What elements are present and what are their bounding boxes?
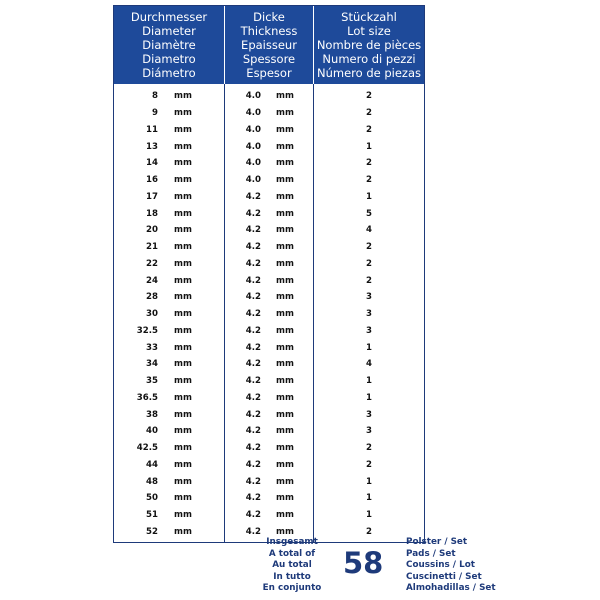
- diameter-value: 16: [146, 175, 158, 186]
- diameter-value: 40: [146, 426, 158, 437]
- lot-size-value: 1: [366, 392, 372, 403]
- thickness-value: 4.2: [245, 208, 261, 219]
- thickness-value: 4.2: [245, 510, 261, 521]
- diameter-cell: [114, 390, 224, 407]
- thickness-cell: [225, 222, 313, 239]
- lot-size-cell: [314, 105, 424, 122]
- pad-size-table: [113, 5, 425, 543]
- thickness-cell: [225, 423, 313, 440]
- diameter-value: 13: [146, 141, 158, 152]
- diameter-value: 34: [146, 359, 158, 370]
- thickness-cell: [225, 406, 313, 423]
- header-thickness: [225, 6, 314, 84]
- diameter-cell: [114, 222, 224, 239]
- thickness-value: 4.2: [245, 342, 261, 353]
- diameter-cell: [114, 306, 224, 323]
- diameter-unit: mm: [174, 242, 192, 253]
- thickness-unit: mm: [276, 141, 294, 152]
- thickness-value: 4.2: [245, 443, 261, 454]
- thickness-value: 4.0: [245, 124, 261, 135]
- diameter-cell: [114, 172, 224, 189]
- lot-size-cell: [314, 406, 424, 423]
- diameter-unit: mm: [174, 258, 192, 269]
- header-diameter-es: Diámetro: [142, 66, 196, 80]
- lot-size-cell: [314, 256, 424, 273]
- table-header: [114, 6, 424, 84]
- thickness-unit: mm: [276, 426, 294, 437]
- header-diameter-de: Durchmesser: [130, 10, 208, 24]
- lot-size-cell: [314, 289, 424, 306]
- header-thickness-it: Spessore: [242, 52, 296, 66]
- header-thickness-fr: Epaisseur: [241, 38, 297, 52]
- header-lot-de: Stückzahl: [341, 10, 397, 24]
- lot-size-cell: [314, 306, 424, 323]
- thickness-value: 4.2: [245, 225, 261, 236]
- lot-size-cell: [314, 155, 424, 172]
- diameter-value: 8: [152, 91, 158, 102]
- diameter-unit: mm: [174, 359, 192, 370]
- diameter-cell: [114, 323, 224, 340]
- lot-size-value: 2: [366, 242, 372, 253]
- thickness-value: 4.2: [245, 258, 261, 269]
- diameter-value: 11: [146, 124, 158, 135]
- header-lot-en: Lot size: [347, 24, 391, 38]
- lot-size-cell: [314, 222, 424, 239]
- thickness-cell: [225, 339, 313, 356]
- lot-size-cell: [314, 490, 424, 507]
- thickness-cell: [225, 457, 313, 474]
- lot-size-value: 3: [366, 325, 372, 336]
- lot-size-value: 2: [366, 275, 372, 286]
- header-thickness-en: Thickness: [240, 24, 298, 38]
- diameter-unit: mm: [174, 510, 192, 521]
- lot-size-value: 1: [366, 191, 372, 202]
- thickness-value: 4.2: [245, 426, 261, 437]
- lot-size-value: 5: [366, 208, 372, 219]
- diameter-unit: mm: [174, 493, 192, 504]
- diameter-cell: [114, 524, 224, 541]
- thickness-value: 4.2: [245, 392, 261, 403]
- lot-size-value: 2: [366, 91, 372, 102]
- total-unit-de: Polster / Set: [406, 537, 468, 547]
- lot-size-value: 1: [366, 510, 372, 521]
- thickness-cell: [225, 189, 313, 206]
- thickness-cell: [225, 390, 313, 407]
- thickness-cell: [225, 205, 313, 222]
- diameter-value: 20: [146, 225, 158, 236]
- thickness-value: 4.2: [245, 191, 261, 202]
- lot-size-cell: [314, 88, 424, 105]
- thickness-unit: mm: [276, 409, 294, 420]
- diameter-unit: mm: [174, 426, 192, 437]
- thickness-value: 4.2: [245, 493, 261, 504]
- thickness-unit: mm: [276, 191, 294, 202]
- lot-size-cell: [314, 457, 424, 474]
- lot-size-value: 2: [366, 175, 372, 186]
- lot-size-value: 4: [366, 359, 372, 370]
- thickness-cell: [225, 289, 313, 306]
- diameter-cell: [114, 289, 224, 306]
- diameter-value: 14: [146, 158, 158, 169]
- diameter-unit: mm: [174, 526, 192, 537]
- diameter-cell: [114, 339, 224, 356]
- diameter-cell: [114, 105, 224, 122]
- diameter-cell: [114, 507, 224, 524]
- diameter-value: 9: [152, 108, 158, 119]
- diameter-cell: [114, 138, 224, 155]
- lot-size-value: 3: [366, 409, 372, 420]
- diameter-cell: [114, 473, 224, 490]
- total-label-fr: Au total: [272, 560, 312, 570]
- header-lot-size: [314, 6, 424, 84]
- total-label-en: A total of: [268, 548, 316, 559]
- diameter-unit: mm: [174, 275, 192, 286]
- diameter-cell: [114, 272, 224, 289]
- lot-size-cell: [314, 138, 424, 155]
- lot-size-value: 2: [366, 459, 372, 470]
- diameter-unit: mm: [174, 158, 192, 169]
- lot-size-cell: [314, 473, 424, 490]
- thickness-cell: [225, 507, 313, 524]
- diameter-unit: mm: [174, 292, 192, 303]
- diameter-cell: [114, 88, 224, 105]
- diameter-value: 36.5: [136, 392, 158, 403]
- lot-size-value: 2: [366, 443, 372, 454]
- diameter-cell: [114, 373, 224, 390]
- thickness-unit: mm: [276, 309, 294, 320]
- thickness-unit: mm: [276, 91, 294, 102]
- diameter-unit: mm: [174, 443, 192, 454]
- thickness-cell: [225, 122, 313, 139]
- thickness-cell: [225, 490, 313, 507]
- thickness-value: 4.0: [245, 141, 261, 152]
- total-unit-it: Cuscinetti / Set: [406, 571, 482, 582]
- thickness-value: 4.0: [245, 158, 261, 169]
- diameter-value: 42.5: [136, 443, 158, 454]
- thickness-unit: mm: [276, 258, 294, 269]
- diameter-value: 24: [146, 275, 158, 286]
- lot-size-cell: [314, 339, 424, 356]
- total-units: [406, 537, 496, 595]
- thickness-cell: [225, 138, 313, 155]
- diameter-value: 48: [146, 476, 158, 487]
- diameter-value: 51: [146, 510, 158, 521]
- thickness-unit: mm: [276, 376, 294, 387]
- thickness-value: 4.0: [245, 91, 261, 102]
- total-unit-fr: Coussins / Lot: [406, 560, 475, 570]
- thickness-unit: mm: [276, 392, 294, 403]
- diameter-unit: mm: [174, 225, 192, 236]
- thickness-unit: mm: [276, 459, 294, 470]
- diameter-value: 50: [146, 493, 158, 504]
- diameter-cell: [114, 440, 224, 457]
- diameter-unit: mm: [174, 108, 192, 119]
- diameter-unit: mm: [174, 141, 192, 152]
- thickness-unit: mm: [276, 342, 294, 353]
- lot-size-value: 2: [366, 258, 372, 269]
- thickness-cell: [225, 256, 313, 273]
- thickness-unit: mm: [276, 208, 294, 219]
- lot-size-cell: [314, 390, 424, 407]
- lot-size-cell: [314, 440, 424, 457]
- thickness-value: 4.0: [245, 108, 261, 119]
- diameter-cell: [114, 423, 224, 440]
- thickness-value: 4.2: [245, 242, 261, 253]
- thickness-value: 4.2: [245, 292, 261, 303]
- diameter-unit: mm: [174, 476, 192, 487]
- diameter-unit: mm: [174, 409, 192, 420]
- thickness-unit: mm: [276, 275, 294, 286]
- thickness-value: 4.2: [245, 409, 261, 420]
- diameter-unit: mm: [174, 208, 192, 219]
- thickness-unit: mm: [276, 526, 294, 537]
- lot-size-value: 2: [366, 124, 372, 135]
- thickness-unit: mm: [276, 108, 294, 119]
- lot-size-value: 1: [366, 342, 372, 353]
- thickness-cell: [225, 272, 313, 289]
- diameter-value: 17: [146, 191, 158, 202]
- thickness-unit: mm: [276, 225, 294, 236]
- diameter-cell: [114, 155, 224, 172]
- diameter-cell: [114, 256, 224, 273]
- lot-size-cell: [314, 272, 424, 289]
- table-body: [114, 84, 424, 542]
- thickness-unit: mm: [276, 443, 294, 454]
- total-label-es: En conjunto: [262, 583, 322, 593]
- lot-size-cell: [314, 507, 424, 524]
- thickness-value: 4.2: [245, 476, 261, 487]
- diameter-unit: mm: [174, 175, 192, 186]
- thickness-column: [225, 84, 314, 542]
- thickness-unit: mm: [276, 493, 294, 504]
- thickness-unit: mm: [276, 292, 294, 303]
- lot-size-value: 3: [366, 292, 372, 303]
- lot-size-cell: [314, 323, 424, 340]
- header-lot-fr: Nombre de pièces: [316, 38, 422, 52]
- thickness-unit: mm: [276, 158, 294, 169]
- diameter-value: 32.5: [136, 325, 158, 336]
- thickness-cell: [225, 323, 313, 340]
- total-unit-es: Almohadillas / Set: [406, 583, 496, 593]
- diameter-value: 44: [146, 459, 158, 470]
- lot-size-value: 2: [366, 108, 372, 119]
- header-diameter-fr: Diamètre: [142, 38, 196, 52]
- diameter-unit: mm: [174, 91, 192, 102]
- lot-size-cell: [314, 122, 424, 139]
- diameter-value: 33: [146, 342, 158, 353]
- header-lot-es: Número de piezas: [316, 66, 421, 80]
- header-diameter-en: Diameter: [142, 24, 196, 38]
- lot-size-value: 3: [366, 426, 372, 437]
- diameter-cell: [114, 122, 224, 139]
- thickness-unit: mm: [276, 476, 294, 487]
- diameter-value: 22: [146, 258, 158, 269]
- thickness-cell: [225, 239, 313, 256]
- total-value: 58: [343, 546, 384, 580]
- diameter-cell: [114, 490, 224, 507]
- thickness-cell: [225, 88, 313, 105]
- diameter-unit: mm: [174, 325, 192, 336]
- thickness-cell: [225, 105, 313, 122]
- thickness-cell: [225, 172, 313, 189]
- lot-size-value: 4: [366, 225, 372, 236]
- lot-size-value: 2: [366, 158, 372, 169]
- lot-size-cell: [314, 172, 424, 189]
- diameter-cell: [114, 189, 224, 206]
- lot-size-value: 3: [366, 309, 372, 320]
- thickness-value: 4.2: [245, 325, 261, 336]
- lot-size-cell: [314, 356, 424, 373]
- thickness-unit: mm: [276, 359, 294, 370]
- lot-size-cell: [314, 205, 424, 222]
- diameter-cell: [114, 406, 224, 423]
- diameter-unit: mm: [174, 191, 192, 202]
- diameter-value: 38: [146, 409, 158, 420]
- lot-size-value: 1: [366, 376, 372, 387]
- diameter-unit: mm: [174, 459, 192, 470]
- thickness-unit: mm: [276, 124, 294, 135]
- diameter-value: 30: [146, 309, 158, 320]
- thickness-unit: mm: [276, 175, 294, 186]
- thickness-cell: [225, 306, 313, 323]
- thickness-cell: [225, 155, 313, 172]
- thickness-value: 4.0: [245, 175, 261, 186]
- diameter-value: 35: [146, 376, 158, 387]
- header-thickness-de: Dicke: [253, 10, 285, 24]
- diameter-value: 28: [146, 292, 158, 303]
- diameter-value: 18: [146, 208, 158, 219]
- diameter-cell: [114, 356, 224, 373]
- lot-size-cell: [314, 373, 424, 390]
- thickness-unit: mm: [276, 242, 294, 253]
- diameter-unit: mm: [174, 392, 192, 403]
- lot-size-value: 1: [366, 141, 372, 152]
- lot-size-value: 2: [366, 526, 372, 537]
- diameter-value: 21: [146, 242, 158, 253]
- lot-size-column: [314, 84, 424, 542]
- lot-size-cell: [314, 189, 424, 206]
- total-labels: [262, 537, 322, 595]
- lot-size-value: 1: [366, 476, 372, 487]
- header-diameter: [114, 6, 225, 84]
- diameter-unit: mm: [174, 309, 192, 320]
- lot-size-cell: [314, 423, 424, 440]
- diameter-unit: mm: [174, 342, 192, 353]
- diameter-cell: [114, 205, 224, 222]
- thickness-value: 4.2: [245, 309, 261, 320]
- thickness-unit: mm: [276, 325, 294, 336]
- total-unit-en: Pads / Set: [406, 548, 456, 559]
- diameter-value: 52: [146, 526, 158, 537]
- thickness-value: 4.2: [245, 526, 261, 537]
- diameter-unit: mm: [174, 124, 192, 135]
- lot-size-cell: [314, 239, 424, 256]
- diameter-unit: mm: [174, 376, 192, 387]
- thickness-cell: [225, 440, 313, 457]
- thickness-value: 4.2: [245, 359, 261, 370]
- thickness-cell: [225, 373, 313, 390]
- diameter-cell: [114, 457, 224, 474]
- thickness-cell: [225, 473, 313, 490]
- thickness-value: 4.2: [245, 459, 261, 470]
- header-thickness-es: Espesor: [246, 66, 292, 80]
- header-diameter-it: Diametro: [142, 52, 196, 66]
- header-lot-it: Numero di pezzi: [322, 52, 416, 66]
- thickness-value: 4.2: [245, 376, 261, 387]
- total-label-de: Insgesamt: [266, 537, 318, 547]
- thickness-value: 4.2: [245, 275, 261, 286]
- total-label-it: In tutto: [273, 571, 311, 582]
- diameter-cell: [114, 239, 224, 256]
- lot-size-value: 1: [366, 493, 372, 504]
- thickness-cell: [225, 356, 313, 373]
- thickness-unit: mm: [276, 510, 294, 521]
- diameter-column: [114, 84, 225, 542]
